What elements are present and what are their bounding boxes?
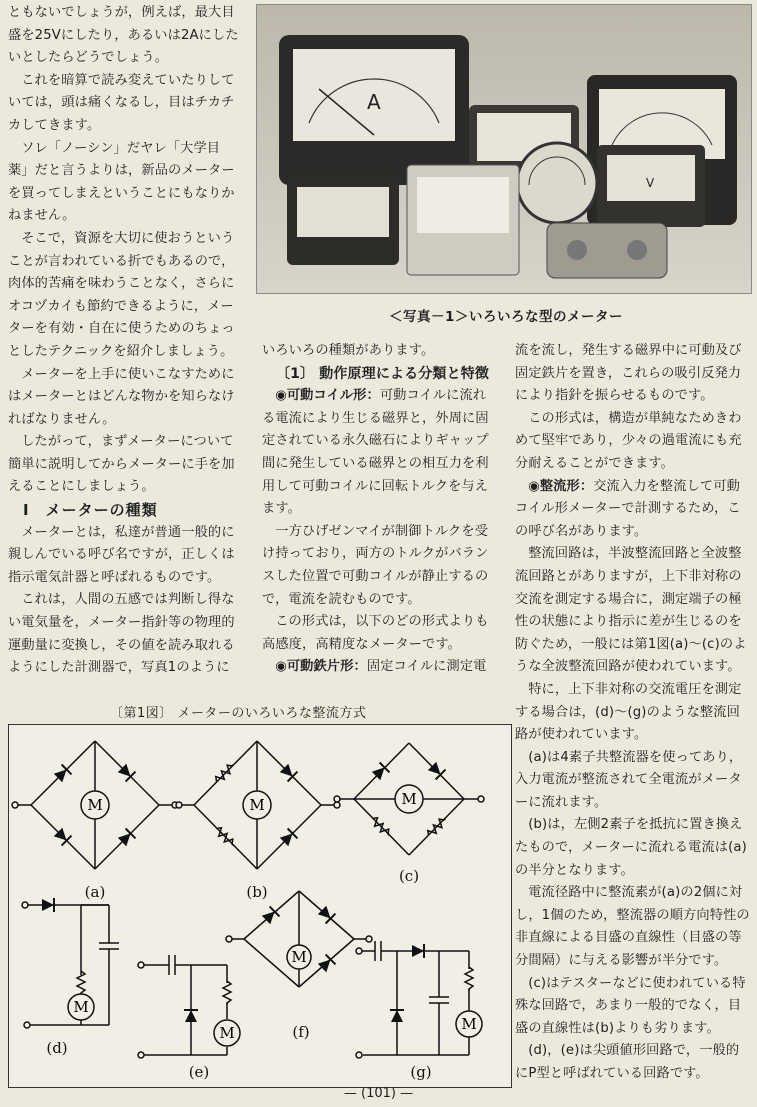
rectifier-circuits-figure (8, 724, 512, 1088)
right-column (515, 340, 750, 1086)
label-d: (d) (46, 1039, 68, 1057)
paragraph: 整流回路は，半波整流回路と全波整流回路とがありますが，上下非対称の交流を測定する場合に，測定端子の極性の状態により指示に差が生じるのを防ぐため，一般には第1図(a)～(c)のような全波整流回路が使われています。 (515, 546, 747, 675)
label-b: (b) (246, 883, 268, 901)
label-e: (e) (188, 1063, 210, 1081)
meter-icons (68, 785, 482, 1046)
paragraph: 電流径路中に整流素が(a)の2個に対し，1個のため，整流器の順方向特性の非直線による目盛の直線性（目盛の等分間隔）に与える影響が半分です。 (515, 885, 750, 969)
term-text: 可動コイルに流れる電流により生じる磁界と，外周に固定されている永久磁石によりギャップ間に発生している磁界との相互力を利用して可動コイルに回転トルクを与えます。 (262, 388, 489, 517)
paragraph (262, 385, 494, 521)
paragraph: そこで，資源を大切に使おうということが言われている折でもあるので，肉体的苦痛を味わうことなく，さらにオコヅカイも節約できるように，メーターを有効・自在に使うためのちょっとしたテクニックを紹介しましょう。 (8, 230, 235, 359)
meter-symbol: M (249, 796, 265, 814)
label-g: (g) (410, 1063, 432, 1081)
paragraph: ともないでしょうが，例えば，最大目盛を25Vにしたり，あるいは2Aにしたいとしたらどうでしょう。 (8, 5, 239, 66)
term-text: 固定コイルに測定電 (366, 659, 487, 675)
term-text: 交流入力を整流して可動コイル形メーターで計測するため，この呼び名があります。 (515, 478, 741, 539)
paragraph: 流を流し，発生する磁界中に可動及び固定鉄片を置き，これらの吸引反発力により指針を振らせるものです。 (515, 343, 742, 404)
paragraph: この形式は，以下のどの形式よりも高感度，高精度なメーターです。 (262, 614, 489, 652)
paragraph: メーターとは，私達が普通一般的に親しんでいる呼び名ですが，正しくは指示電気計器と呼ばれるものです。 (8, 524, 235, 585)
term-label: ◉可動鉄片形： (275, 659, 367, 675)
paragraph: これを暗算で読み変えていたりしていては，頭は痛くなるし，目はチカチカしてきます。 (8, 72, 235, 133)
circuit-e (138, 955, 227, 1058)
meter-symbol: M (291, 948, 307, 966)
meter-symbol: M (461, 1015, 477, 1033)
paragraph: これは，人間の五感では判断し得ない電気量を，メーター指針等の物理的運動量に変換し，その値を読み取れるようにした計測器で，写真1のように (8, 592, 235, 676)
middle-column (262, 340, 494, 679)
term-label: ◉可動コイル形： (275, 388, 380, 404)
meters-photo-illustration (257, 5, 751, 293)
paragraph (515, 476, 750, 544)
meter-symbol: M (87, 796, 103, 814)
paragraph: 特に，上下非対称の交流電圧を測定する場合は，(d)～(g)のような整流回路が使われています。 (515, 681, 742, 743)
paragraph: したがって，まずメーターについて簡単に説明してからメーターに手を加えることにしましょう。 (8, 434, 235, 495)
paragraph: この形式は，構造が単純なためきわめて堅牢であり，少々の過電流にも充分耐えることができます。 (515, 410, 742, 471)
meter-label-a: A (367, 90, 381, 114)
paragraph: ソレ「ノーシン」だヤレ「大学目薬」だと言うよりは，新品のメーターを買ってしまえということにもなりかねません。 (8, 140, 235, 224)
figure-caption: 〔第1図〕 メーターのいろいろな整流方式 (110, 706, 367, 721)
meters-photo (256, 4, 752, 294)
subsection-heading: 〔1〕 動作原理による分類と特徴 (276, 365, 490, 382)
paragraph: (d)，(e)は尖頭値形回路で，一般的にP型と呼ばれている回路です。 (515, 1043, 740, 1081)
label-f: (f) (292, 1023, 310, 1041)
circuit-diagrams (9, 725, 511, 1087)
paragraph: (b)は，左側2素子を抵抗に置き換えたもので，メーターに流れる電流は(a)の半分となります。 (515, 817, 747, 878)
label-c: (c) (398, 867, 420, 885)
paragraph: メーターを上手に使いこなすためにはメーターとはどんな物かを知らなければなりません。 (8, 366, 235, 427)
circuit-f (226, 891, 372, 987)
meter-symbol: M (73, 998, 89, 1016)
paragraph: いろいろの種類があります。 (262, 343, 435, 358)
section-heading: I メーターの種類 (23, 501, 158, 520)
paragraph: 一方ひげゼンマイが制御トルクを受け持っており，両方のトルクがバランスした位置で可動コイルが静止するので，電流を読むものです。 (262, 523, 489, 607)
page-number: — (101) — (343, 1086, 414, 1101)
meter-symbol: M (401, 790, 417, 808)
paragraph (262, 656, 494, 679)
term-label: ◉整流形： (528, 478, 594, 494)
photo-caption: ＜写真－1＞いろいろな型のメーター (389, 309, 623, 325)
meter-symbol: M (219, 1024, 235, 1042)
paragraph: (a)は4素子共整流器を使ってあり，入力電流が整流されて全電流がメーターに流れます。 (515, 749, 743, 810)
paragraph: (c)はテスターなどに使われている特殊な回路で，あまり一般的でなく，目盛の直線性は(b)よりも劣ります。 (515, 975, 746, 1036)
left-column (8, 2, 240, 680)
circuit-g (356, 941, 469, 1058)
label-a: (a) (84, 883, 106, 901)
meter-label-v: V (646, 176, 655, 190)
